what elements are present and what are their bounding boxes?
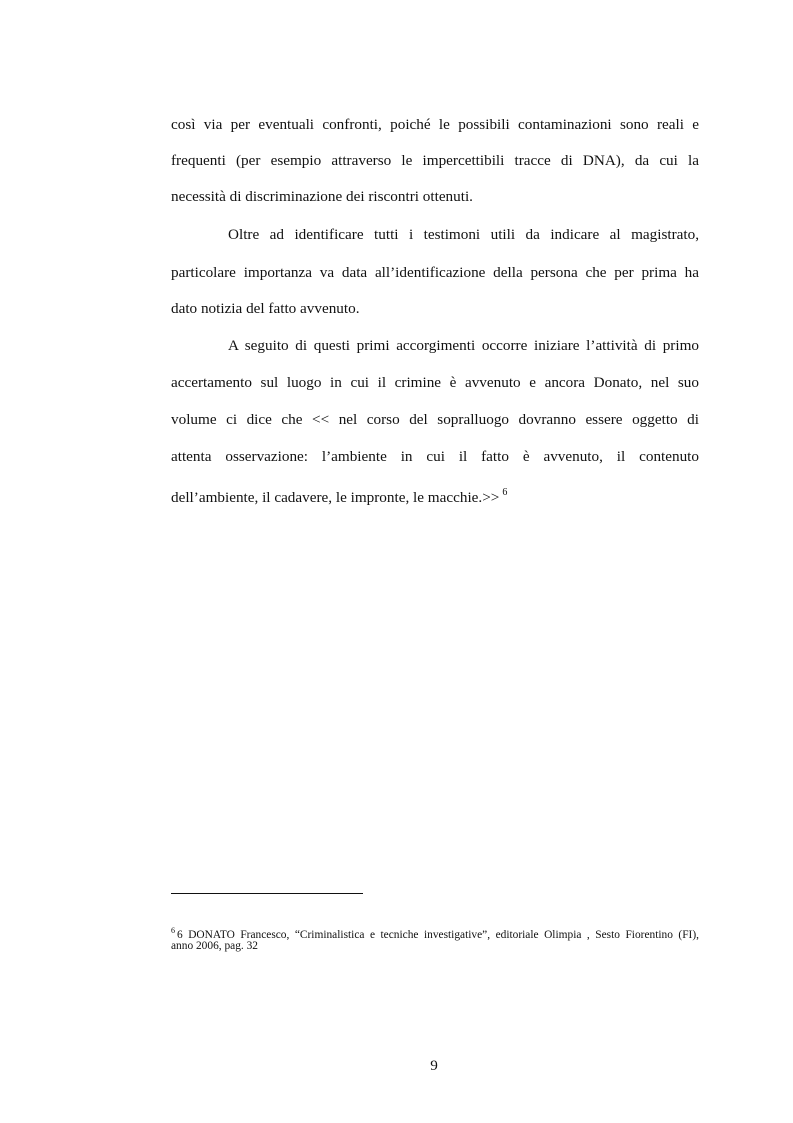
body-text-line: volume ci dice che << nel corso del sopralluogo dovranno essere oggetto di <box>171 411 699 428</box>
footnote-number: 6 <box>171 926 175 935</box>
body-text-line: così via per eventuali confronti, poiché le possibili contaminazioni sono reali e <box>171 116 699 133</box>
footnote-line: anno 2006, pag. 32 <box>171 940 258 952</box>
body-text-line: necessità di discriminazione dei riscontri ottenuti. <box>171 188 473 205</box>
page-number: 9 <box>430 1057 438 1074</box>
body-text: dell’ambiente, il cadavere, le impronte, le macchie.>> <box>171 489 500 506</box>
footnote-reference[interactable]: 6 <box>502 487 508 498</box>
body-text-line: dato notizia del fatto avvenuto. <box>171 300 360 317</box>
body-text-line: A seguito di questi primi accorgimenti occorre iniziare l’attività di primo <box>228 337 699 354</box>
body-text-line: particolare importanza va data all’identificazione della persona che per prima ha <box>171 264 699 281</box>
footnote-text: 6 DONATO Francesco, “Criminalistica e tecniche investigative”, editoriale Olimpia , Sesto Fiorentino (FI), <box>177 929 699 941</box>
body-text-line: Oltre ad identificare tutti i testimoni utili da indicare al magistrato, <box>228 226 699 243</box>
body-text-line: accertamento sul luogo in cui il crimine è avvenuto e ancora Donato, nel suo <box>171 374 699 391</box>
body-text-line-with-footnote <box>171 484 699 507</box>
body-text-line: attenta osservazione: l’ambiente in cui il fatto è avvenuto, il contenuto <box>171 448 699 465</box>
body-text-line: frequenti (per esempio attraverso le impercettibili tracce di DNA), da cui la <box>171 152 699 169</box>
footnote-separator <box>171 893 363 894</box>
